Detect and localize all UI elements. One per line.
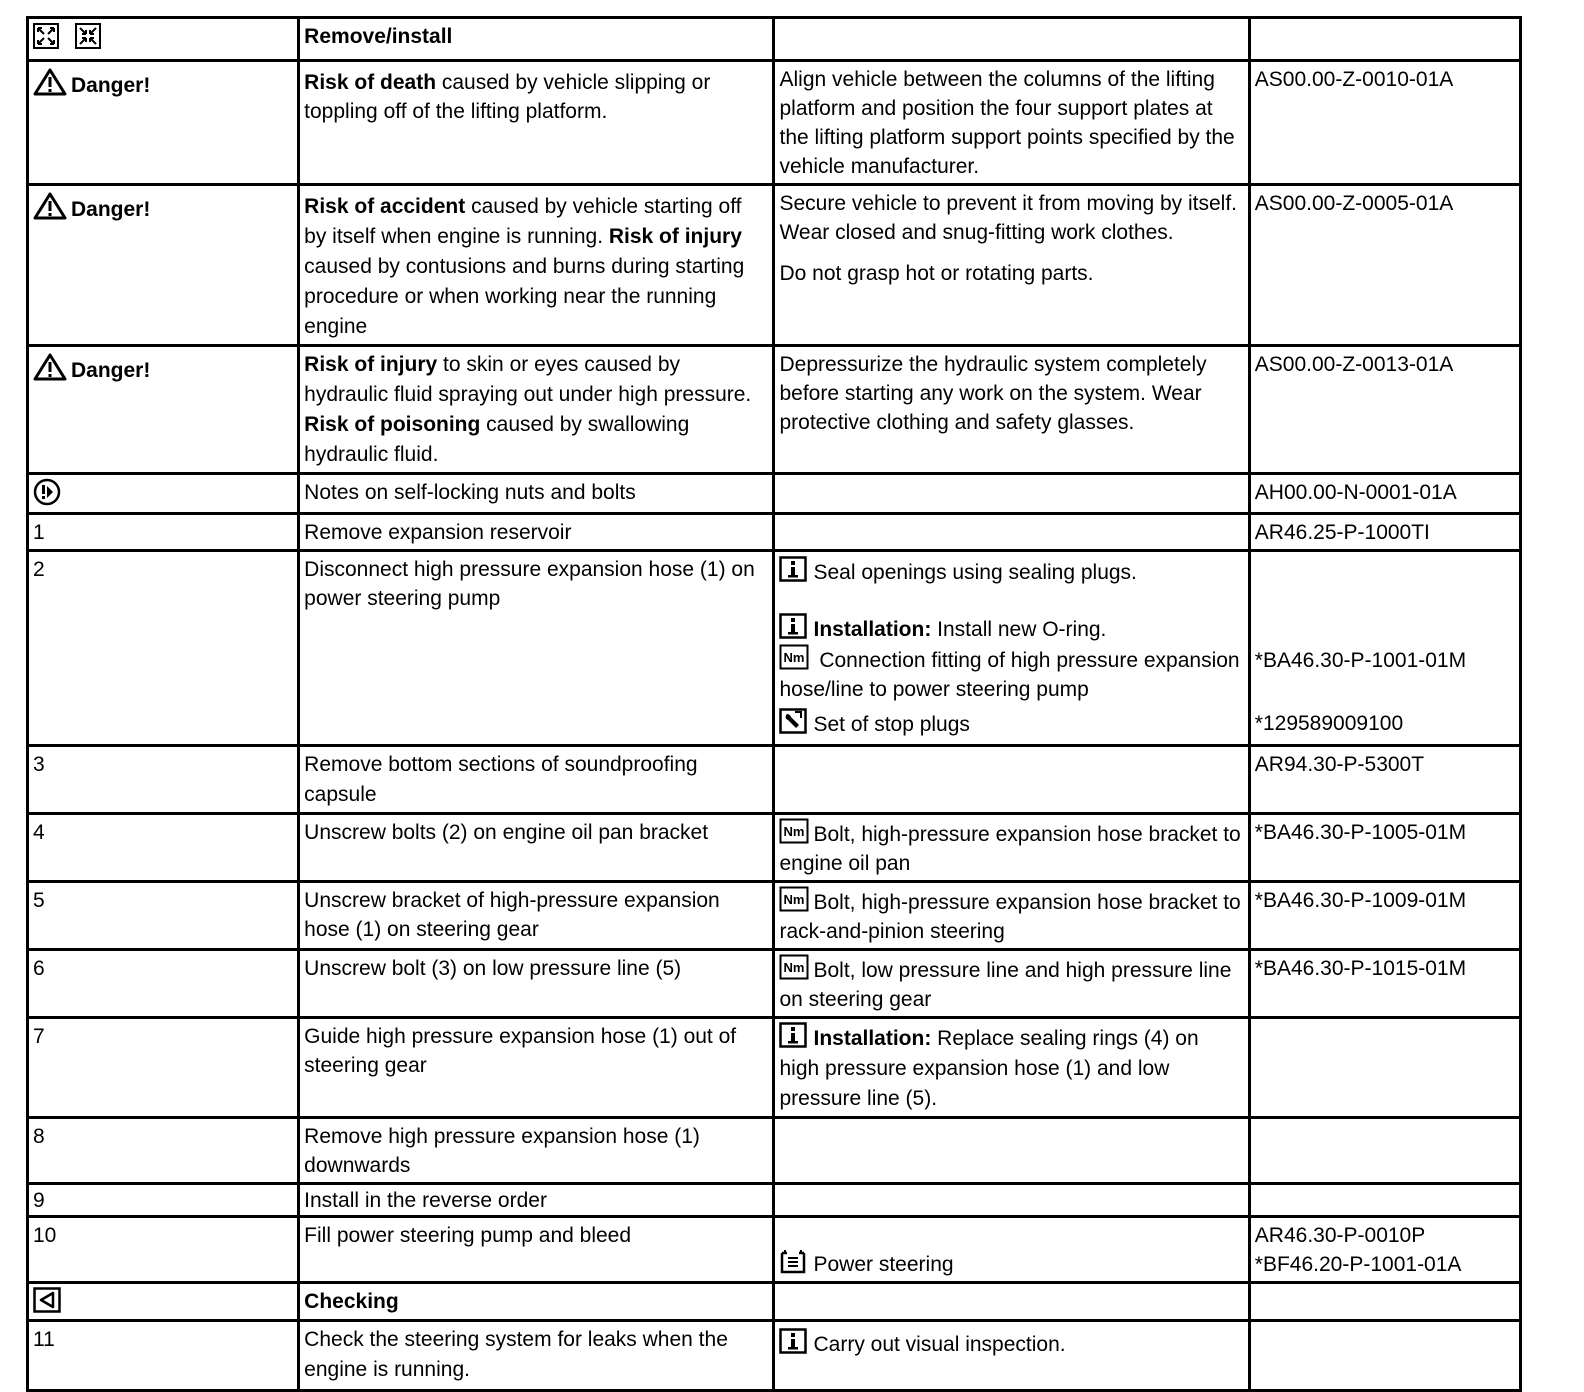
note-seal-text: Seal openings using sealing plugs. [813, 561, 1137, 584]
step-ref-tool: *129589009100 [1254, 712, 1404, 735]
measure-line-2: Wear closed and snug-fitting work clothes. [779, 221, 1174, 244]
risk-text: to skin or eyes caused by hydraulic fluid spraying out under high pressure. [304, 353, 752, 406]
step-ref: *BA46.30-P-1009-01M [1249, 882, 1520, 950]
step-ref-empty [1249, 1321, 1520, 1391]
risk-bold-2: Risk of injury [608, 225, 742, 248]
step-note [774, 1217, 1249, 1283]
step-row-8 [28, 1118, 1521, 1184]
step-number: 3 [28, 746, 299, 814]
step-ref: *BA46.30-P-1015-01M [1249, 950, 1520, 1018]
step-note-text: Bolt, high-pressure expansion hose bracket to engine oil pan [779, 823, 1241, 875]
step-ref: *BA46.30-P-1005-01M [1249, 814, 1520, 882]
step-note [774, 882, 1249, 950]
step-text: Remove bottom sections of soundproofing capsule [299, 746, 774, 814]
step-note [774, 814, 1249, 882]
measure-line-3: Do not grasp hot or rotating parts. [779, 262, 1094, 285]
notes-icon-cell [28, 474, 299, 514]
checking-empty-cell-4 [1249, 1283, 1520, 1321]
step-row-11 [28, 1321, 1521, 1391]
danger-ref: AS00.00-Z-0005-01A [1249, 185, 1520, 346]
note-circle-icon [33, 478, 61, 506]
remove-symbol-icon [33, 23, 59, 49]
step-row-10 [28, 1217, 1521, 1283]
step-note-bold: Installation: [813, 1027, 932, 1050]
notes-empty-cell [774, 474, 1249, 514]
risk-text: caused by vehicle starting off by itself when engine is running. [304, 195, 742, 248]
step-row-7 [28, 1018, 1521, 1118]
risk-bold-2: Risk of poisoning [304, 413, 481, 436]
risk-text-2: caused by contusions and burns during starting procedure or when working near the running engine [304, 255, 745, 338]
notes-ref: AH00.00-N-0001-01A [1249, 474, 1520, 514]
danger-cell [28, 185, 299, 346]
step-number: 5 [28, 882, 299, 950]
risk-bold: Risk of accident [304, 195, 466, 218]
step-ref-2: *BF46.20-P-1001-01A [1254, 1253, 1462, 1276]
torque-nm-icon [779, 644, 809, 670]
checking-empty-cell-3 [774, 1283, 1249, 1321]
note-tool-text: Set of stop plugs [813, 713, 970, 736]
danger-row-3 [28, 346, 1521, 474]
operating-fluid-icon [779, 1248, 807, 1274]
danger-risk-text [299, 346, 774, 474]
note-installation-bold: Installation: [813, 618, 932, 641]
info-icon [779, 1022, 807, 1048]
warning-triangle-icon [33, 353, 67, 381]
procedure-table [26, 16, 1522, 1392]
note-tool [779, 708, 1243, 739]
note-installation [779, 613, 1243, 644]
step-text: Guide high pressure expansion hose (1) out of steering gear [299, 1018, 774, 1118]
step-number: 9 [28, 1184, 299, 1217]
step-text: Remove high pressure expansion hose (1) downwards [299, 1118, 774, 1184]
step-note-text: Replace sealing rings (4) on high pressure expansion hose (1) and low pressure line (5). [779, 1027, 1199, 1110]
risk-text: caused by vehicle slipping or toppling off of the lifting platform. [304, 71, 711, 123]
step-text: Fill power steering pump and bleed [299, 1217, 774, 1283]
danger-risk-text [299, 61, 774, 185]
checking-icon-cell [28, 1283, 299, 1321]
danger-row-1 [28, 61, 1521, 185]
note-torque-text: Connection fitting of high pressure expansion hose/line to power steering pump [779, 649, 1240, 701]
note-seal [779, 556, 1243, 587]
step-note-empty [774, 1184, 1249, 1217]
risk-text-2: caused by swallowing hydraulic fluid. [304, 413, 690, 466]
danger-measure: Depressurize the hydraulic system completely before starting any work on the system. Wear protective clothing and safety glasses. [774, 346, 1249, 474]
header-icons-cell [28, 18, 299, 61]
step-note-empty [774, 514, 1249, 551]
danger-cell [28, 346, 299, 474]
danger-label: Danger! [71, 198, 151, 221]
note-installation-text: Install new O-ring. [931, 618, 1107, 641]
risk-bold: Risk of injury [304, 353, 438, 376]
warning-triangle-icon [33, 192, 67, 220]
torque-nm-icon [779, 954, 809, 980]
step-notes [774, 551, 1249, 746]
danger-row-2 [28, 185, 1521, 346]
svg-text:Nm: Nm [784, 960, 805, 975]
step-note [774, 1321, 1249, 1391]
step-row-4 [28, 814, 1521, 882]
step-note-text: Bolt, low pressure line and high pressure line on steering gear [779, 959, 1232, 1011]
step-ref-empty [1249, 1018, 1520, 1118]
step-number: 8 [28, 1118, 299, 1184]
step-note-empty [774, 746, 1249, 814]
install-symbol-icon [75, 23, 101, 49]
torque-nm-icon [779, 886, 809, 912]
info-icon [779, 556, 807, 582]
danger-measure: Align vehicle between the columns of the lifting platform and position the four support plates at the lifting platform support points specified by the vehicle manufacturer. [774, 61, 1249, 185]
svg-text:Nm: Nm [784, 892, 805, 907]
step-note [774, 950, 1249, 1018]
notes-row [28, 474, 1521, 514]
risk-bold: Risk of death [304, 71, 437, 94]
step-ref-empty [1249, 1118, 1520, 1184]
special-tool-icon [779, 708, 807, 734]
step-text: Unscrew bracket of high-pressure expansion hose (1) on steering gear [299, 882, 774, 950]
danger-risk-text [299, 185, 774, 346]
step-text: Unscrew bolt (3) on low pressure line (5) [299, 950, 774, 1018]
danger-measure [774, 185, 1249, 346]
info-icon [779, 613, 807, 639]
step-note-text: Bolt, high-pressure expansion hose bracket to rack-and-pinion steering [779, 891, 1241, 943]
header-row [28, 18, 1521, 61]
svg-text:Nm: Nm [784, 650, 805, 665]
step-note [774, 1018, 1249, 1118]
step-number: 2 [28, 551, 299, 746]
checking-row [28, 1283, 1521, 1321]
step-row-6 [28, 950, 1521, 1018]
measure-line-1: Secure vehicle to prevent it from moving by itself. [779, 192, 1238, 215]
step-ref: AR94.30-P-5300T [1249, 746, 1520, 814]
step-note-text: Power steering [813, 1253, 954, 1276]
danger-label: Danger! [71, 359, 151, 382]
step-row-3 [28, 746, 1521, 814]
warning-triangle-icon [33, 68, 67, 96]
svg-text:Nm: Nm [784, 824, 805, 839]
step-number: 4 [28, 814, 299, 882]
step-text: Remove expansion reservoir [299, 514, 774, 551]
step-text: Disconnect high pressure expansion hose (1) on power steering pump [299, 551, 774, 746]
step-number: 7 [28, 1018, 299, 1118]
header-title: Remove/install [299, 18, 774, 61]
step-ref-empty [1249, 1184, 1520, 1217]
header-empty-cell-3 [774, 18, 1249, 61]
notes-text: Notes on self-locking nuts and bolts [299, 474, 774, 514]
step-refs [1249, 551, 1520, 746]
info-icon [779, 1328, 807, 1354]
step-text: Unscrew bolts (2) on engine oil pan bracket [299, 814, 774, 882]
header-empty-cell-4 [1249, 18, 1520, 61]
step-row-2 [28, 551, 1521, 746]
step-ref-torque: *BA46.30-P-1001-01M [1254, 649, 1467, 672]
danger-ref: AS00.00-Z-0010-01A [1249, 61, 1520, 185]
step-row-9 [28, 1184, 1521, 1217]
checking-symbol-icon [33, 1287, 61, 1313]
step-row-1 [28, 514, 1521, 551]
step-refs [1249, 1217, 1520, 1283]
danger-label: Danger! [71, 74, 151, 97]
danger-ref: AS00.00-Z-0013-01A [1249, 346, 1520, 474]
note-torque [779, 644, 1243, 704]
step-number: 1 [28, 514, 299, 551]
step-note-empty [774, 1118, 1249, 1184]
checking-title: Checking [299, 1283, 774, 1321]
step-text: Install in the reverse order [299, 1184, 774, 1217]
torque-nm-icon [779, 818, 809, 844]
step-text: Check the steering system for leaks when the engine is running. [299, 1321, 774, 1391]
step-number: 6 [28, 950, 299, 1018]
step-number: 11 [28, 1321, 299, 1391]
step-ref: AR46.25-P-1000TI [1249, 514, 1520, 551]
step-number: 10 [28, 1217, 299, 1283]
step-note-text: Carry out visual inspection. [813, 1333, 1066, 1356]
step-row-5 [28, 882, 1521, 950]
danger-cell [28, 61, 299, 185]
step-ref-1: AR46.30-P-0010P [1254, 1224, 1426, 1247]
